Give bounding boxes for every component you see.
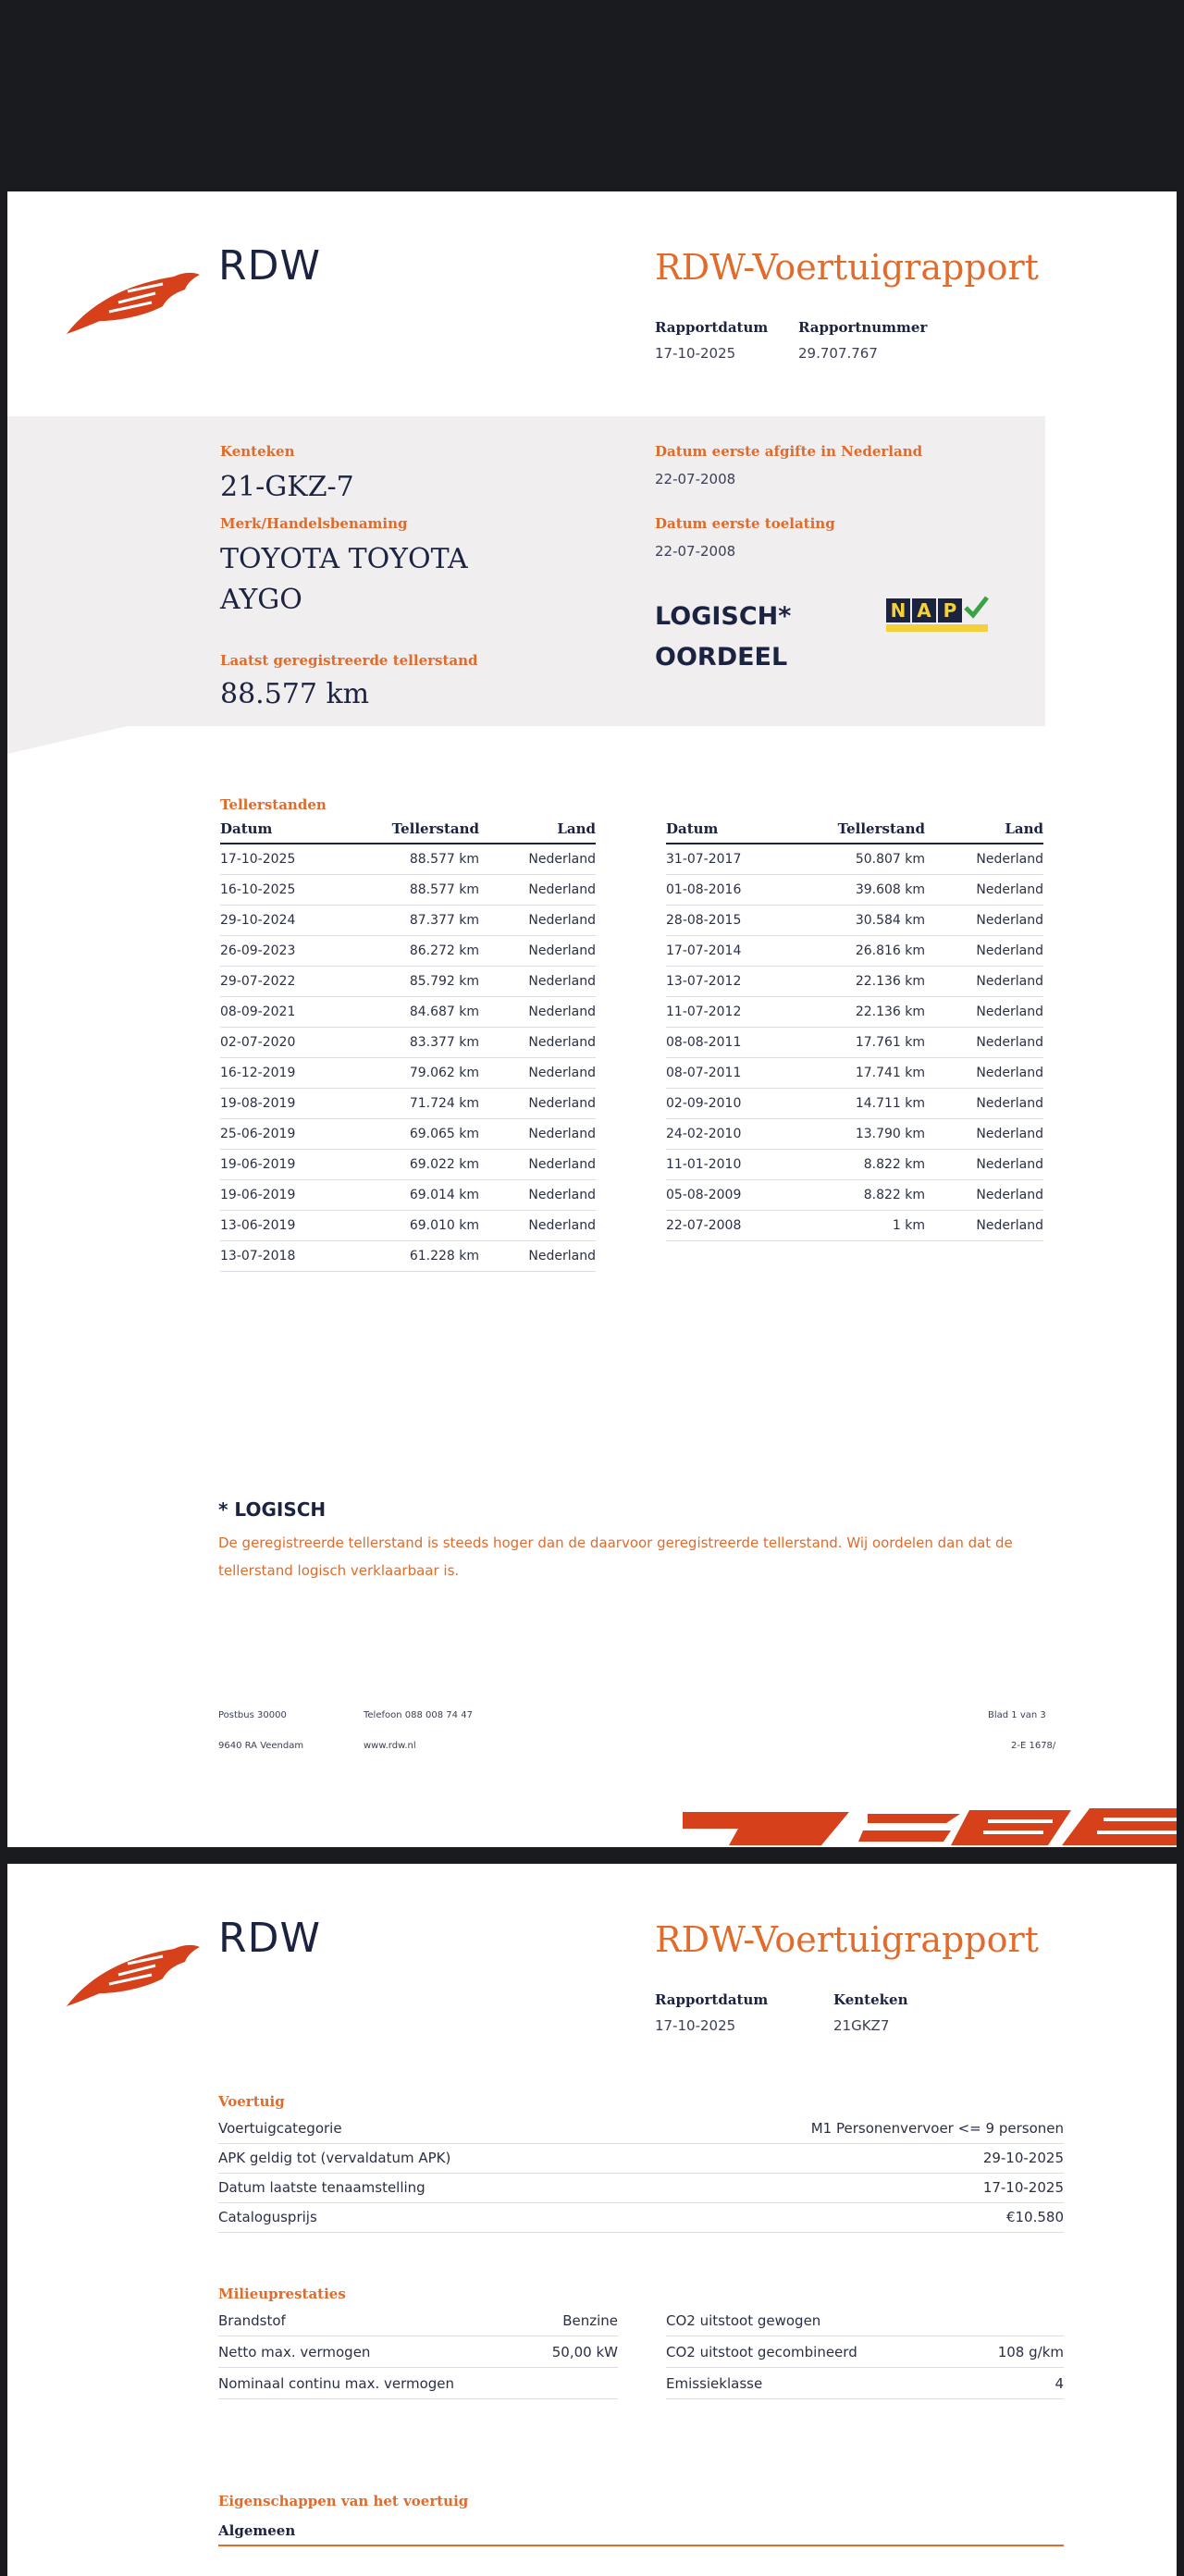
footer-postbus: Postbus 30000 bbox=[218, 1710, 287, 1720]
table-row bbox=[220, 1119, 596, 1150]
report-date: 17-10-2025 bbox=[655, 2017, 736, 2034]
table-row bbox=[666, 997, 1043, 1028]
table-row bbox=[220, 967, 596, 997]
table-row bbox=[666, 936, 1043, 967]
readings-title: Tellerstanden bbox=[220, 796, 327, 813]
make-line-2: AYGO bbox=[220, 584, 302, 616]
reading-country: Nederland bbox=[479, 1089, 596, 1119]
col-country-header: Land bbox=[479, 820, 596, 844]
vehicle-row-label: Datum laatste tenaamstelling bbox=[218, 2179, 426, 2196]
reading-odometer: 69.014 km bbox=[368, 1180, 479, 1211]
environment-row-label: Netto max. vermogen bbox=[218, 2344, 371, 2360]
reading-date: 24-02-2010 bbox=[666, 1119, 814, 1150]
vehicle-row-value: 17-10-2025 bbox=[982, 2179, 1064, 2196]
report-number: 29.707.767 bbox=[798, 345, 878, 362]
make-line-1: TOYOTA TOYOTA bbox=[220, 543, 468, 575]
reading-date: 16-12-2019 bbox=[220, 1058, 368, 1089]
reading-odometer: 88.577 km bbox=[368, 875, 479, 906]
rdw-eagle-logo-icon bbox=[63, 1938, 202, 2012]
vehicle-row-label: Catalogusprijs bbox=[218, 2209, 317, 2225]
reading-date: 29-07-2022 bbox=[220, 967, 368, 997]
environment-row bbox=[218, 2306, 618, 2336]
table-row bbox=[220, 875, 596, 906]
reading-country: Nederland bbox=[925, 1119, 1043, 1150]
reading-date: 08-09-2021 bbox=[220, 997, 368, 1028]
reading-odometer: 69.010 km bbox=[368, 1211, 479, 1241]
table-row bbox=[220, 906, 596, 936]
brand-name: RDW bbox=[218, 1915, 321, 1962]
first-admission-value: 22-07-2008 bbox=[655, 543, 736, 560]
table-row bbox=[666, 1028, 1043, 1058]
reading-odometer: 79.062 km bbox=[368, 1058, 479, 1089]
environment-row bbox=[218, 2337, 618, 2368]
col-date-header: Datum bbox=[666, 820, 814, 844]
table-row bbox=[220, 1028, 596, 1058]
table-row bbox=[666, 1119, 1043, 1150]
panel-notch bbox=[7, 726, 128, 754]
reading-odometer: 84.687 km bbox=[368, 997, 479, 1028]
properties-subtitle: Algemeen bbox=[218, 2522, 296, 2539]
report-date-label: Rapportdatum bbox=[655, 319, 769, 336]
reading-odometer: 88.577 km bbox=[368, 844, 479, 875]
nap-badge bbox=[886, 598, 988, 635]
environment-row bbox=[218, 2369, 618, 2399]
report-number-label: Rapportnummer bbox=[798, 319, 928, 336]
reading-date: 16-10-2025 bbox=[220, 875, 368, 906]
vehicle-row-value: M1 Personenvervoer <= 9 personen bbox=[810, 2120, 1064, 2137]
table-row bbox=[220, 1058, 596, 1089]
reading-odometer: 83.377 km bbox=[368, 1028, 479, 1058]
reading-odometer: 39.608 km bbox=[814, 875, 925, 906]
col-date-header: Datum bbox=[220, 820, 368, 844]
reading-country: Nederland bbox=[925, 1058, 1043, 1089]
reading-country: Nederland bbox=[925, 1180, 1043, 1211]
brand-name: RDW bbox=[218, 242, 321, 290]
reading-date: 31-07-2017 bbox=[666, 844, 814, 875]
reading-country: Nederland bbox=[479, 997, 596, 1028]
reading-country: Nederland bbox=[479, 906, 596, 936]
odometer-value: 88.577 km bbox=[220, 678, 370, 710]
reading-country: Nederland bbox=[479, 844, 596, 875]
reading-date: 13-07-2018 bbox=[220, 1241, 368, 1272]
reading-date: 05-08-2009 bbox=[666, 1180, 814, 1211]
first-nl-label: Datum eerste afgifte in Nederland bbox=[655, 443, 923, 460]
reading-odometer: 61.228 km bbox=[368, 1241, 479, 1272]
reading-date: 13-06-2019 bbox=[220, 1211, 368, 1241]
reading-country: Nederland bbox=[479, 1028, 596, 1058]
reading-country: Nederland bbox=[925, 967, 1043, 997]
vehicle-row-value: €10.580 bbox=[1005, 2209, 1064, 2225]
table-row bbox=[666, 844, 1043, 875]
reading-country: Nederland bbox=[925, 906, 1043, 936]
reading-country: Nederland bbox=[479, 936, 596, 967]
footer-web: www.rdw.nl bbox=[364, 1741, 416, 1751]
footer-city: 9640 RA Veendam bbox=[218, 1741, 304, 1751]
environment-section-title: Milieuprestaties bbox=[218, 2286, 346, 2302]
environment-row-label: CO2 uitstoot gewogen bbox=[666, 2312, 821, 2329]
col-country-header: Land bbox=[925, 820, 1043, 844]
reading-odometer: 30.584 km bbox=[814, 906, 925, 936]
reading-date: 17-07-2014 bbox=[666, 936, 814, 967]
reading-odometer: 50.807 km bbox=[814, 844, 925, 875]
reading-odometer: 13.790 km bbox=[814, 1119, 925, 1150]
reading-date: 02-09-2010 bbox=[666, 1089, 814, 1119]
vehicle-summary-panel bbox=[7, 416, 1045, 726]
environment-row-label: Brandstof bbox=[218, 2312, 286, 2329]
reading-country: Nederland bbox=[925, 997, 1043, 1028]
note-title: * LOGISCH bbox=[218, 1498, 327, 1521]
note-text: De geregistreerde tellerstand is steeds hoger dan de daarvoor geregistreerde tellerstand. Wij oordelen dan dat de tellerstand logisch verklaarbaar is. bbox=[218, 1535, 1013, 1579]
rdw-eagle-logo-icon bbox=[63, 265, 202, 339]
readings-table-left bbox=[220, 820, 596, 1272]
table-row bbox=[220, 997, 596, 1028]
table-row bbox=[220, 936, 596, 967]
reading-date: 11-07-2012 bbox=[666, 997, 814, 1028]
reading-date: 28-08-2015 bbox=[666, 906, 814, 936]
reading-odometer: 69.065 km bbox=[368, 1119, 479, 1150]
checkmark-icon bbox=[962, 593, 990, 621]
reading-country: Nederland bbox=[479, 1241, 596, 1272]
reading-date: 11-01-2010 bbox=[666, 1150, 814, 1180]
footer-page: Blad 1 van 3 bbox=[988, 1710, 1046, 1720]
vehicle-row-value: 29-10-2025 bbox=[982, 2150, 1064, 2166]
report-page-2 bbox=[7, 1864, 1177, 2576]
reading-odometer: 8.822 km bbox=[814, 1150, 925, 1180]
reading-date: 13-07-2012 bbox=[666, 967, 814, 997]
reading-country: Nederland bbox=[925, 936, 1043, 967]
reading-odometer: 87.377 km bbox=[368, 906, 479, 936]
reading-country: Nederland bbox=[479, 1058, 596, 1089]
nap-letter: N bbox=[886, 598, 910, 622]
reading-date: 25-06-2019 bbox=[220, 1119, 368, 1150]
plate-value: 21-GKZ-7 bbox=[220, 471, 354, 503]
properties-underline bbox=[218, 2545, 1064, 2546]
decorative-stripes bbox=[683, 1801, 1177, 1847]
reading-country: Nederland bbox=[479, 967, 596, 997]
reading-country: Nederland bbox=[925, 875, 1043, 906]
make-label: Merk/Handelsbenaming bbox=[220, 515, 408, 532]
table-row bbox=[220, 1180, 596, 1211]
reading-country: Nederland bbox=[925, 1089, 1043, 1119]
reading-date: 02-07-2020 bbox=[220, 1028, 368, 1058]
first-nl-value: 22-07-2008 bbox=[655, 471, 736, 487]
environment-row-value: 4 bbox=[1054, 2375, 1064, 2392]
reading-odometer: 14.711 km bbox=[814, 1089, 925, 1119]
col-odo-header: Tellerstand bbox=[368, 820, 479, 844]
table-row bbox=[666, 1150, 1043, 1180]
report-title: RDW-Voertuigrapport bbox=[655, 247, 1039, 288]
reading-date: 08-08-2011 bbox=[666, 1028, 814, 1058]
table-row bbox=[666, 1211, 1043, 1241]
environment-row-value: 50,00 kW bbox=[551, 2344, 618, 2360]
vehicle-row-label: Voertuigcategorie bbox=[218, 2120, 342, 2137]
reading-odometer: 85.792 km bbox=[368, 967, 479, 997]
reading-country: Nederland bbox=[479, 875, 596, 906]
report-title: RDW-Voertuigrapport bbox=[655, 1919, 1039, 1960]
vehicle-row bbox=[218, 2202, 1064, 2233]
reading-date: 01-08-2016 bbox=[666, 875, 814, 906]
reading-country: Nederland bbox=[925, 1150, 1043, 1180]
vehicle-row bbox=[218, 2114, 1064, 2144]
environment-row-label: CO2 uitstoot gecombineerd bbox=[666, 2344, 857, 2360]
report-date-label: Rapportdatum bbox=[655, 1991, 769, 2008]
verdict-line-1: LOGISCH* bbox=[655, 602, 792, 631]
footer-code: 2-E 1678/ bbox=[1011, 1741, 1056, 1751]
reading-country: Nederland bbox=[479, 1211, 596, 1241]
readings-table-right bbox=[666, 820, 1043, 1241]
reading-odometer: 22.136 km bbox=[814, 967, 925, 997]
vehicle-section-title: Voertuig bbox=[218, 2093, 285, 2110]
reading-date: 26-09-2023 bbox=[220, 936, 368, 967]
reading-country: Nederland bbox=[479, 1180, 596, 1211]
table-row bbox=[220, 1089, 596, 1119]
plate-value: 21GKZ7 bbox=[833, 2017, 890, 2034]
reading-country: Nederland bbox=[479, 1119, 596, 1150]
reading-odometer: 17.741 km bbox=[814, 1058, 925, 1089]
reading-date: 29-10-2024 bbox=[220, 906, 368, 936]
reading-odometer: 17.761 km bbox=[814, 1028, 925, 1058]
environment-row-label: Nominaal continu max. vermogen bbox=[218, 2375, 455, 2392]
environment-row bbox=[666, 2306, 1064, 2336]
environment-row bbox=[666, 2337, 1064, 2368]
vehicle-row bbox=[218, 2143, 1064, 2174]
col-odo-header: Tellerstand bbox=[814, 820, 925, 844]
odometer-label: Laatst geregistreerde tellerstand bbox=[220, 652, 478, 669]
environment-row-value: 108 g/km bbox=[997, 2344, 1064, 2360]
vehicle-row bbox=[218, 2173, 1064, 2203]
table-row bbox=[220, 1211, 596, 1241]
reading-odometer: 1 km bbox=[814, 1211, 925, 1241]
reading-date: 19-06-2019 bbox=[220, 1180, 368, 1211]
reading-country: Nederland bbox=[479, 1150, 596, 1180]
first-admission-label: Datum eerste toelating bbox=[655, 515, 835, 532]
reading-date: 17-10-2025 bbox=[220, 844, 368, 875]
reading-date: 19-08-2019 bbox=[220, 1089, 368, 1119]
reading-odometer: 26.816 km bbox=[814, 936, 925, 967]
table-row bbox=[666, 906, 1043, 936]
environment-row-label: Emissieklasse bbox=[666, 2375, 763, 2392]
reading-odometer: 22.136 km bbox=[814, 997, 925, 1028]
reading-country: Nederland bbox=[925, 1028, 1043, 1058]
verdict-line-2: OORDEEL bbox=[655, 643, 788, 672]
nap-letter: A bbox=[912, 598, 936, 622]
plate-label: Kenteken bbox=[833, 1991, 908, 2008]
reading-country: Nederland bbox=[925, 844, 1043, 875]
properties-section-title: Eigenschappen van het voertuig bbox=[218, 2493, 469, 2509]
reading-date: 08-07-2011 bbox=[666, 1058, 814, 1089]
nap-letter: P bbox=[938, 598, 962, 622]
reading-odometer: 71.724 km bbox=[368, 1089, 479, 1119]
table-row bbox=[666, 1089, 1043, 1119]
nap-bar bbox=[886, 624, 988, 632]
vehicle-row-label: APK geldig tot (vervaldatum APK) bbox=[218, 2150, 451, 2166]
table-row bbox=[666, 1180, 1043, 1211]
table-row bbox=[666, 967, 1043, 997]
reading-date: 22-07-2008 bbox=[666, 1211, 814, 1241]
reading-odometer: 86.272 km bbox=[368, 936, 479, 967]
reading-odometer: 8.822 km bbox=[814, 1180, 925, 1211]
report-date: 17-10-2025 bbox=[655, 345, 736, 362]
table-row bbox=[666, 875, 1043, 906]
footer-phone: Telefoon 088 008 74 47 bbox=[364, 1710, 473, 1720]
table-row bbox=[666, 1058, 1043, 1089]
reading-odometer: 69.022 km bbox=[368, 1150, 479, 1180]
table-row bbox=[220, 1150, 596, 1180]
environment-row bbox=[666, 2369, 1064, 2399]
reading-country: Nederland bbox=[925, 1211, 1043, 1241]
plate-label: Kenteken bbox=[220, 443, 295, 460]
report-page-1 bbox=[7, 191, 1177, 1847]
environment-row-value: Benzine bbox=[562, 2312, 618, 2329]
reading-date: 19-06-2019 bbox=[220, 1150, 368, 1180]
table-row bbox=[220, 1241, 596, 1272]
table-row bbox=[220, 844, 596, 875]
